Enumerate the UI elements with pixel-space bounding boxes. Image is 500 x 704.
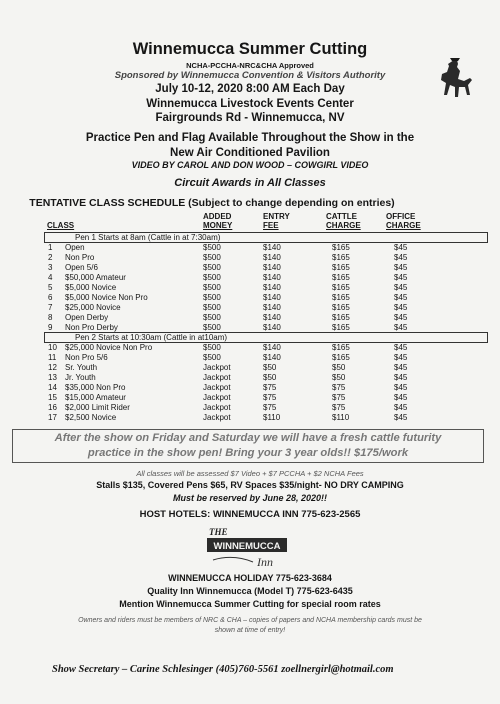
cell-entry: $140 [263, 243, 281, 252]
cell-added: Jackpot [203, 393, 231, 402]
cell-added: $500 [203, 263, 221, 272]
cell-added: $500 [203, 343, 221, 352]
cell-cattle: $110 [332, 413, 350, 422]
show-secretary-contact: Show Secretary – Carine Schlesinger (405)760-5561 zoellnergirl@hotmail.com [52, 664, 394, 675]
cell-name: $15,000 Amateur [65, 393, 126, 402]
sponsor-line: Sponsored by Winnemucca Convention & Visitors Authority [114, 70, 386, 81]
header-cattle-charge: CATTLE CHARGE [326, 212, 361, 230]
cell-cattle: $75 [332, 383, 346, 392]
table-row [44, 383, 464, 393]
cell-entry: $140 [263, 283, 281, 292]
membership-note-2: shown at time of entry! [214, 627, 286, 634]
cell-cattle: $50 [332, 373, 346, 382]
practice-line-2: New Air Conditioned Pavilion [170, 147, 330, 159]
cell-added: $500 [203, 273, 221, 282]
video-credit: VIDEO BY CAROL AND DON WOOD – COWGIRL VIDEO [131, 160, 369, 170]
table-row [44, 343, 464, 353]
svg-text:WINNEMUCCA: WINNEMUCCA [213, 541, 281, 552]
table-row [44, 353, 464, 363]
cell-entry: $140 [263, 253, 281, 262]
cell-cattle: $165 [332, 323, 350, 332]
cell-name: $5,000 Novice [65, 283, 117, 292]
cell-name: $25,000 Novice [65, 303, 121, 312]
cell-name: Jr. Youth [65, 373, 96, 382]
membership-note-1: Owners and riders must be members of NRC & CHA – copies of papers and NCHA membership cards must be [78, 617, 422, 624]
cell-cattle: $165 [332, 313, 350, 322]
cell-entry: $75 [263, 403, 277, 412]
cell-name: Non Pro [65, 253, 95, 262]
cell-office: $45 [394, 343, 408, 352]
venue-name: Winnemucca Livestock Events Center [146, 98, 354, 110]
cell-num: 2 [48, 253, 53, 262]
cell-entry: $140 [263, 313, 281, 322]
cell-cattle: $165 [332, 243, 350, 252]
cell-num: 10 [48, 343, 57, 352]
event-title: Winnemucca Summer Cutting [132, 40, 368, 58]
header-entry-fee: ENTRY FEE [263, 212, 290, 230]
svg-text:THE: THE [209, 527, 228, 537]
cell-num: 4 [48, 273, 53, 282]
cell-added: $500 [203, 293, 221, 302]
table-row [44, 313, 464, 323]
cell-office: $45 [394, 293, 408, 302]
cell-name: Non Pro 5/6 [65, 353, 108, 362]
cell-num: 15 [48, 393, 57, 402]
schedule-title: TENTATIVE CLASS SCHEDULE (Subject to change depending on entries) [29, 197, 395, 209]
cell-name: Open [65, 243, 85, 252]
cell-added: $500 [203, 253, 221, 262]
cell-cattle: $75 [332, 403, 346, 412]
table-row [44, 283, 464, 293]
cell-entry: $140 [263, 353, 281, 362]
pen-2-banner: Pen 2 Starts at 10:30am (Cattle in at10am) [44, 332, 488, 343]
cell-entry: $110 [263, 413, 281, 422]
circuit-awards: Circuit Awards in All Classes [174, 177, 326, 189]
cell-entry: $75 [263, 383, 277, 392]
cell-name: Non Pro Derby [65, 323, 118, 332]
cell-cattle: $165 [332, 343, 350, 352]
cell-num: 3 [48, 263, 53, 272]
event-dates: July 10-12, 2020 8:00 AM Each Day [155, 83, 345, 95]
cell-added: $500 [203, 323, 221, 332]
reserve-deadline: Must be reserved by June 28, 2020!! [172, 493, 328, 503]
table-row [44, 263, 464, 273]
cell-office: $45 [394, 413, 408, 422]
cell-cattle: $165 [332, 273, 350, 282]
pen-1-banner: Pen 1 Starts at 8am (Cattle in at 7:30am) [44, 232, 488, 243]
table-row [44, 293, 464, 303]
holiday-inn-line: WINNEMUCCA HOLIDAY 775-623-3684 [168, 573, 332, 583]
header-class: CLASS [47, 221, 75, 230]
cell-cattle: $165 [332, 293, 350, 302]
fees-line: All classes will be assessed $7 Video + $7 PCCHA + $2 NCHA Fees [136, 469, 364, 478]
cell-name: $5,000 Novice Non Pro [65, 293, 148, 302]
table-row [44, 403, 464, 413]
cell-name: $2,000 Limit Rider [65, 403, 130, 412]
cell-name: $50,000 Amateur [65, 273, 126, 282]
cell-office: $45 [394, 383, 408, 392]
table-row [44, 393, 464, 403]
cell-entry: $140 [263, 303, 281, 312]
cell-cattle: $165 [332, 263, 350, 272]
approval-line: NCHA-PCCHA-NRC&CHA Approved [186, 61, 314, 70]
practice-line-1: Practice Pen and Flag Available Throughout the Show in the [85, 132, 415, 144]
cell-office: $45 [394, 373, 408, 382]
cell-office: $45 [394, 323, 408, 332]
table-row [44, 323, 464, 333]
cell-entry: $140 [263, 293, 281, 302]
cell-added: Jackpot [203, 363, 231, 372]
cell-added: $500 [203, 313, 221, 322]
cell-office: $45 [394, 243, 408, 252]
cell-entry: $50 [263, 373, 277, 382]
cell-name: Open Derby [65, 313, 109, 322]
cell-num: 17 [48, 413, 57, 422]
header-added-money: ADDED MONEY [203, 212, 233, 230]
cell-num: 9 [48, 323, 53, 332]
stalls-line: Stalls $135, Covered Pens $65, RV Spaces $35/night- NO DRY CAMPING [96, 480, 404, 490]
cell-office: $45 [394, 283, 408, 292]
cell-num: 7 [48, 303, 53, 312]
cell-num: 11 [48, 353, 57, 362]
cell-num: 12 [48, 363, 57, 372]
table-row [44, 373, 464, 383]
cell-cattle: $75 [332, 393, 346, 402]
cell-office: $45 [394, 263, 408, 272]
cell-entry: $140 [263, 343, 281, 352]
table-row [44, 413, 464, 423]
cell-cattle: $50 [332, 363, 346, 372]
futurity-note-line-1: After the show on Friday and Saturday we will have a fresh cattle futurity [54, 432, 442, 444]
table-row [44, 253, 464, 263]
cell-entry: $50 [263, 363, 277, 372]
header-office-charge: OFFICE CHARGE [386, 212, 421, 230]
cell-name: $35,000 Non Pro [65, 383, 126, 392]
cell-name: Sr. Youth [65, 363, 98, 372]
cell-name: Open 5/6 [65, 263, 98, 272]
cell-num: 1 [48, 243, 53, 252]
table-row [44, 273, 464, 283]
table-row [44, 363, 464, 373]
cell-added: Jackpot [203, 403, 231, 412]
table-row [44, 303, 464, 313]
cell-cattle: $165 [332, 253, 350, 262]
cell-cattle: $165 [332, 353, 350, 362]
cell-added: Jackpot [203, 373, 231, 382]
table-row [44, 243, 464, 253]
venue-address: Fairgrounds Rd - Winnemucca, NV [155, 112, 345, 124]
cell-office: $45 [394, 313, 408, 322]
cell-name: $25,000 Novice Non Pro [65, 343, 153, 352]
cell-entry: $140 [263, 323, 281, 332]
cell-num: 6 [48, 293, 53, 302]
cell-cattle: $165 [332, 303, 350, 312]
cell-office: $45 [394, 303, 408, 312]
cell-added: Jackpot [203, 383, 231, 392]
cell-cattle: $165 [332, 283, 350, 292]
winnemucca-inn-logo [199, 526, 295, 570]
cell-office: $45 [394, 253, 408, 262]
cell-added: $500 [203, 283, 221, 292]
cell-entry: $140 [263, 273, 281, 282]
cell-num: 8 [48, 313, 53, 322]
cell-office: $45 [394, 353, 408, 362]
cell-num: 16 [48, 403, 57, 412]
svg-text:Inn: Inn [257, 555, 273, 569]
cell-office: $45 [394, 273, 408, 282]
cell-office: $45 [394, 393, 408, 402]
cell-added: $500 [203, 243, 221, 252]
cell-entry: $75 [263, 393, 277, 402]
special-rates-line: Mention Winnemucca Summer Cutting for special room rates [119, 599, 381, 609]
quality-inn-line: Quality Inn Winnemucca (Model T) 775-623-6435 [147, 586, 353, 596]
cell-added: Jackpot [203, 413, 231, 422]
cell-office: $45 [394, 363, 408, 372]
cell-added: $500 [203, 303, 221, 312]
cell-num: 14 [48, 383, 57, 392]
host-hotels: HOST HOTELS: WINNEMUCCA INN 775-623-2565 [139, 509, 361, 520]
futurity-note-line-2: practice in the show pen! Bring your 3 year olds!! $175/work [87, 447, 409, 459]
cell-num: 13 [48, 373, 57, 382]
cell-added: $500 [203, 353, 221, 362]
cell-entry: $140 [263, 263, 281, 272]
cell-num: 5 [48, 283, 53, 292]
cell-name: $2,500 Novice [65, 413, 117, 422]
cell-office: $45 [394, 403, 408, 412]
